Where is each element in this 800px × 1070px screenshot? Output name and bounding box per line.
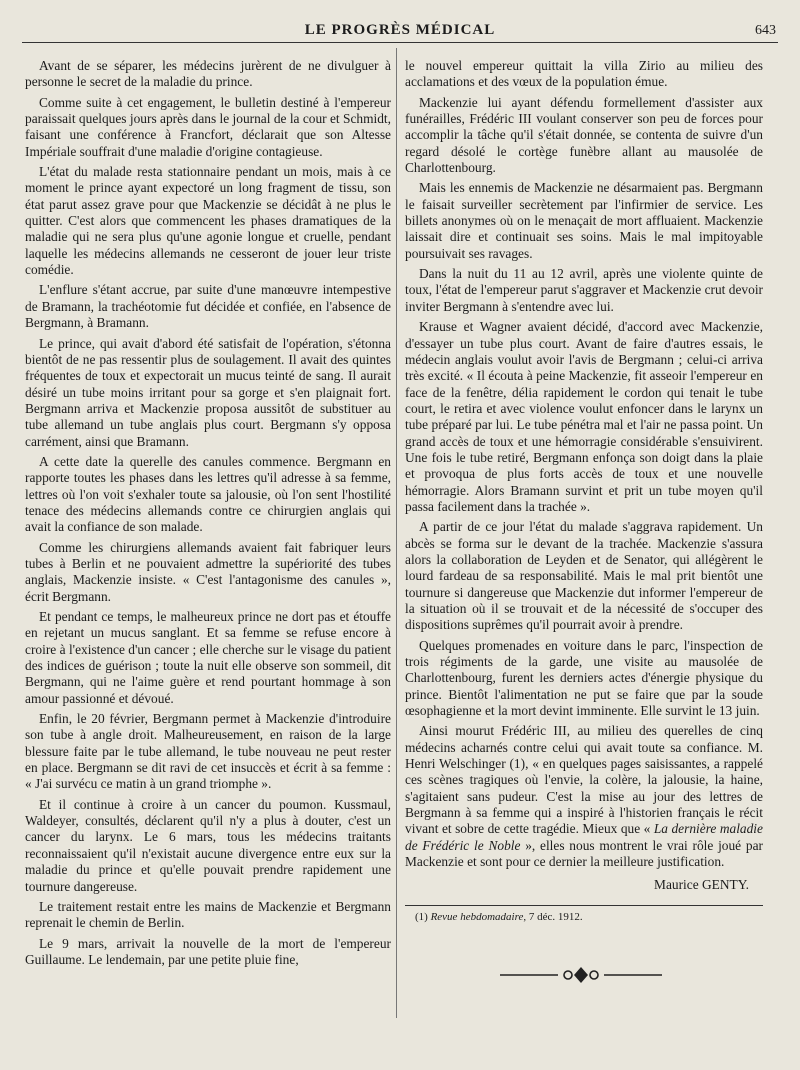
paragraph: Quelques promenades en voiture dans le parc, l'inspection de trois régiments de la garde, une visite au mausolée de Charlottenbourg, furent les derniers actes d'énergie physique du prince. Bientôt l'alimentation ne put se faire que par la soude œsophagienne et la mort devint imminente. Elle survint le 13 juin. <box>405 637 763 719</box>
closing-paragraph <box>405 723 763 870</box>
paragraph: Et pendant ce temps, le malheureux prince ne dort pas et étouffe en rejetant un mucus sanglant. Et sa femme se refuse encore à croire à l'existence d'un cancer ; elle cherche sur le visage du patient des indices de guérison ; toute la nuit elle observe son sommeil, dit Bergmann, qui ne l'aime guère et rend pourtant hommage à son amour passionné et dévoué. <box>25 609 391 706</box>
paragraph: A cette date la querelle des canules commence. Bergmann en rapporte toutes les phases dans les lettres qu'il adresse à sa femme, lettres où l'on voit s'exhaler toute sa jalousie, où l'on sent l'hostilité tenace des médecins allemands contre ce chirurgien anglais qui avait la confiance de son malade. <box>25 453 391 535</box>
end-ornament-icon <box>496 963 666 987</box>
left-column <box>25 58 391 972</box>
column-divider <box>396 48 397 1018</box>
footnote <box>405 910 763 924</box>
paragraph: Enfin, le 20 février, Bergmann permet à Mackenzie d'introduire son tube à angle droit. Malheureusement, en raison de la large blessure faite par le tube allemand, le tube nouveau ne peut rester en place. Bergmann se dit ravi de cet insuccès et écrit à sa femme : « J'ai survécu ce matin à un grand triomphe ». <box>25 711 391 792</box>
right-column <box>405 58 763 924</box>
journal-title: LE PROGRÈS MÉDICAL <box>304 22 496 38</box>
closing-paragraph-text: Ainsi mourut Frédéric III, au milieu des querelles de cinq médecins acharnés contre celui qui avait toute sa confiance. M. Henri Welschinger (1), « en quelques pages saisissantes, a rappelé ces scènes tragiques où l'envie, la colère, la jalousie, la haine, s'agitaient sans pudeur. C'est la mise au jour des lettres de Bergmann à sa femme qui a inspiré à l'historien français le récit vivant et sobre de cette tragédie. Mieux que « <box>405 723 763 837</box>
paragraph: Mais les ennemis de Mackenzie ne désarmaient pas. Bergmann le faisait surveiller secrètement par l'infirmier de service. Les billets anonymes où on le menaçait de mort affluaient. Mackenzie laissait dire et continuait ses soins. Mais le mal impitoyable poursuivait ses ravages. <box>405 180 763 261</box>
footnote-marker: (1) <box>415 910 431 923</box>
paragraph: Le prince, qui avait d'abord été satisfait de l'opération, s'étonna bientôt de ne pas ressentir plus de soulagement. Il avait des quintes fréquentes de toux et expectorait un mucus teinté de sang. Il aurait désiré un tube moins irritant pour sa gorge et s'en plaignait fort. Bergmann arriva et Mackenzie proposa aussitôt de substituer au tube allemand un tube anglais plus court. Bergmann s'y opposa carrément, ainsi que Bramann. <box>25 335 391 449</box>
footnote-source: Revue hebdomadaire <box>430 910 524 923</box>
paragraph: Le 9 mars, arrivait la nouvelle de la mort de l'empereur Guillaume. Le lendemain, par une petite pluie fine, <box>25 935 391 967</box>
running-header <box>22 20 778 43</box>
footnote-date: , 7 déc. 1912. <box>523 910 583 923</box>
paragraph: Dans la nuit du 11 au 12 avril, après une violente quinte de toux, l'état de l'empereur parut s'aggraver et Mackenzie crut devoir inviter Bergmann à s'entendre avec lui. <box>405 266 763 314</box>
author-signature: Maurice GENTY. <box>654 876 749 892</box>
paragraph: Krause et Wagner avaient décidé, d'accord avec Mackenzie, d'essayer un tube plus court. Avant de faire d'autres essais, le médecin anglais voulut avoir l'avis de Bergmann ; celui-ci arriva très excité. « Il écouta à peine Mackenzie, fit asseoir l'empereur en face de la fenêtre, délia rapidement le cordon qui tenait le tube court, le retira et avec violence voulut enfoncer dans le larynx un tube préparé par lui. Le tube pénétra mal et l'air ne passa point. Un grand accès de toux et une hémorragie considérable s'ensuivirent. Une fois le tube retiré, Bergmann enfonça son doigt dans la plaie et provoqua de plus forts accès de toux et une nouvelle hémorragie. Alors Bramann survint et prit un tube moyen qu'il passa facilement dans la trachée ». <box>405 319 763 514</box>
paragraph: le nouvel empereur quittait la villa Zirio au milieu des acclamations et des vœux de la population émue. <box>405 58 763 90</box>
page-number: 643 <box>755 23 776 38</box>
footnote-rule <box>405 905 763 906</box>
paragraph: Comme suite à cet engagement, le bulletin destiné à l'empereur paraissait quelques jours après dans le journal de la cour et Schmidt, faisant une conférence à Francfort, déclarait que son Altesse Impériale souffrait d'une maladie d'origine contagieuse. <box>25 94 391 159</box>
paragraph: Avant de se séparer, les médecins jurèrent de ne divulguer à personne le secret de la maladie du prince. <box>25 58 391 90</box>
paragraph: Comme les chirurgiens allemands avaient fait fabriquer leurs tubes à Berlin et ne pouvaient admettre la supériorité des tubes anglais, Mackenzie insiste. « C'est l'antagonisme des canules », écrit Bergmann. <box>25 539 391 604</box>
cited-title: La dernière maladie de Frédéric le Noble <box>405 821 763 853</box>
paragraph: Mackenzie lui ayant défendu formellement d'assister aux funérailles, Frédéric III voulant conserver son peu de forces pour accomplir la tâche qu'il s'était donnée, se contenta de suivre d'un regard désolé le cortège funèbre allant au mausolée de Charlottenbourg. <box>405 94 763 176</box>
closing-paragraph-end: », elles nous montrent le vrai rôle joué par Mackenzie et sont pour ce dernier la meilleure justification. <box>405 837 763 870</box>
paragraph: A partir de ce jour l'état du malade s'aggrava rapidement. Un abcès se forma sur le devant de la trachée. Mackenzie s'assura alors la collaboration de Leyden et de Senator, qui allégèrent le lourd fardeau de sa responsabilité. Mais le mal prit bientôt une tournure si dangereuse que Mackenzie dut informer l'empereur de la situation où il se trouvait et de la nécessité de s'occuper des dispositions suprêmes qu'il pourrait avoir à prendre. <box>405 519 763 633</box>
paragraph: L'état du malade resta stationnaire pendant un mois, mais à ce moment le prince ayant expectoré un long fragment de tissu, son état parut assez grave pour que Mackenzie se décidât à ne plus le quitter. C'est alors que commencent les phases dramatiques de la maladie qui ne sera plus qu'une agonie longue et cruelle, pendant laquelle les médecins allemands ne cesseront de jouer leur triste comédie. <box>25 164 391 278</box>
paragraph: Et il continue à croire à un cancer du poumon. Kussmaul, Waldeyer, consultés, déclarent qu'il n'y a plus à douter, c'est un cancer du larynx. Le 6 mars, tous les médecins traitants reconnaissaient qu'il n'existait aucune divergence entre eux sur la maladie du prince et qu'elle pouvait prendre rapidement une tournure dangereuse. <box>25 796 391 894</box>
paragraph: Le traitement restait entre les mains de Mackenzie et Bergmann reprenait le chemin de Berlin. <box>25 898 391 931</box>
paragraph: L'enflure s'étant accrue, par suite d'une manœuvre intempestive de Bramann, la trachéotomie fut décidée et confiée, en l'absence de Bergmann, à Bramann. <box>25 282 391 331</box>
